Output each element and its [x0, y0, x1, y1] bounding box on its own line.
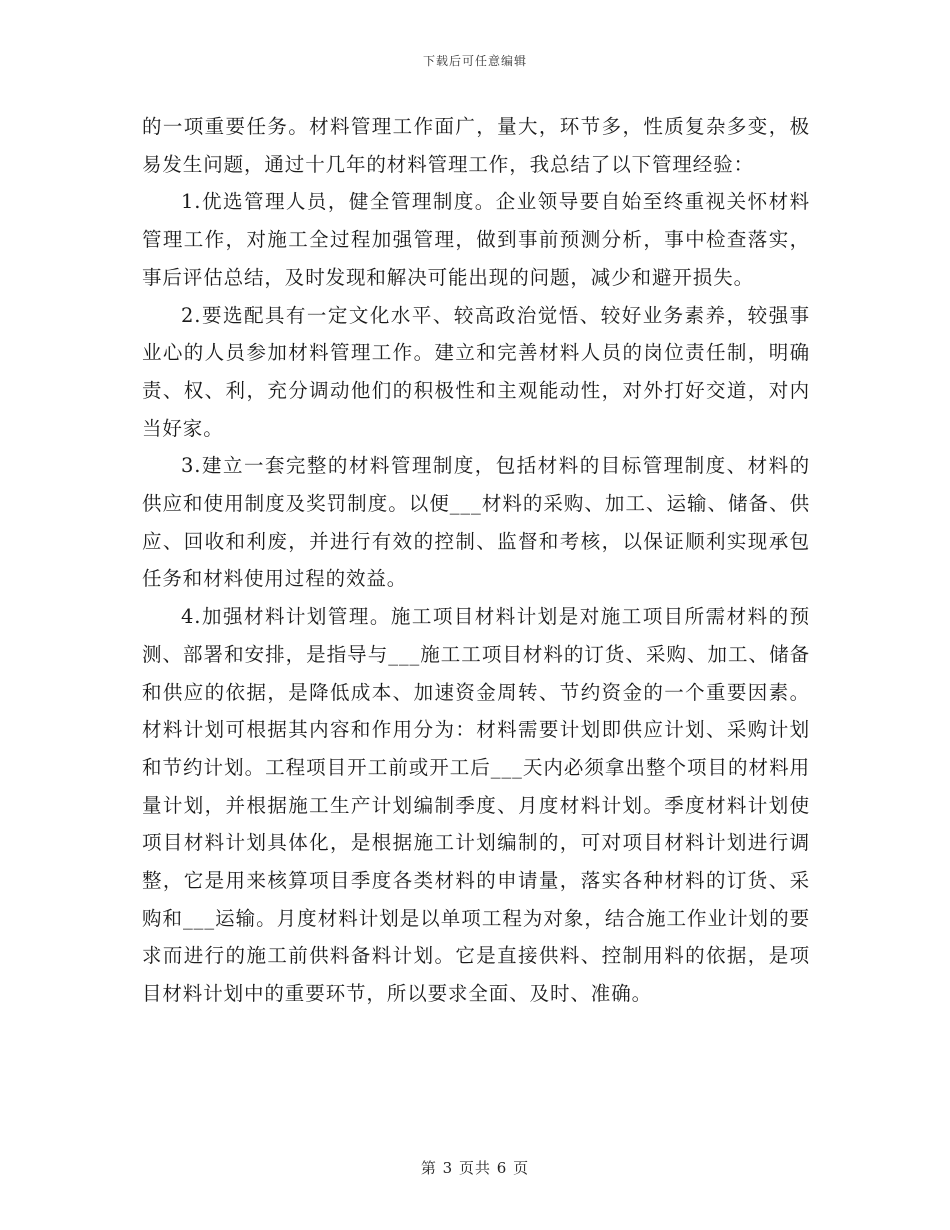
page-number: 第 3 页共 6 页	[420, 1159, 530, 1177]
paragraph-item-2: 2.要选配具有一定文化水平、较高政治觉悟、较好业务素养，较强事业心的人员参加材料管理工作。建立和完善材料人员的岗位责任制，明确责、权、利，充分调动他们的积极性和主观能动性，对外打好交道，对内当好家。	[142, 303, 810, 440]
paragraph-item-3: 3.建立一套完整的材料管理制度，包括材料的目标管理制度、材料的供应和使用制度及奖罚制度。以便___材料的采购、加工、运输、储备、供应、回收和利废，并进行有效的控制、监督和考核，以保证顺利实现承包任务和材料使用过程的效益。	[142, 454, 810, 591]
paragraph-item-4: 4.加强材料计划管理。施工项目材料计划是对施工项目所需材料的预测、部署和安排，是指导与___施工工项目材料的订货、采购、加工、储备和供应的依据，是降低成本、加速资金周转、节约资金的一个重要因素。材料计划可根据其内容和作用分为：材料需要计划即供应计划、采购计划和节约计划。工程项目开工前或开工后___天内必须拿出整个项目的材料用量计划，并根据施工生产计划编制季度、月度材料计划。季度材料计划使项目材料计划具体化，是根据施工计划编制的，可对项目材料计划进行调整，它是用来核算项目季度各类材料的申请量，落实各种材料的订货、采购和___运输。月度材料计划是以单项工程为对象，结合施工作业计划的要求而进行的施工前供料备料计划。它是直接供料、控制用料的依据，是项目材料计划中的重要环节，所以要求全面、及时、准确。	[142, 605, 810, 1006]
paragraph-intro-continuation: 的一项重要任务。材料管理工作面广，量大，环节多，性质复杂多变，极易发生问题，通过十几年的材料管理工作，我总结了以下管理经验：	[142, 115, 810, 176]
paragraph-item-1: 1.优选管理人员，健全管理制度。企业领导要自始至终重视关怀材料管理工作，对施工全过程加强管理，做到事前预测分析，事中检查落实，事后评估总结，及时发现和解决可能出现的问题，减少和避开损失。	[142, 190, 810, 289]
page-header: 下载后可任意编辑	[422, 54, 527, 68]
document-body	[142, 108, 810, 1013]
